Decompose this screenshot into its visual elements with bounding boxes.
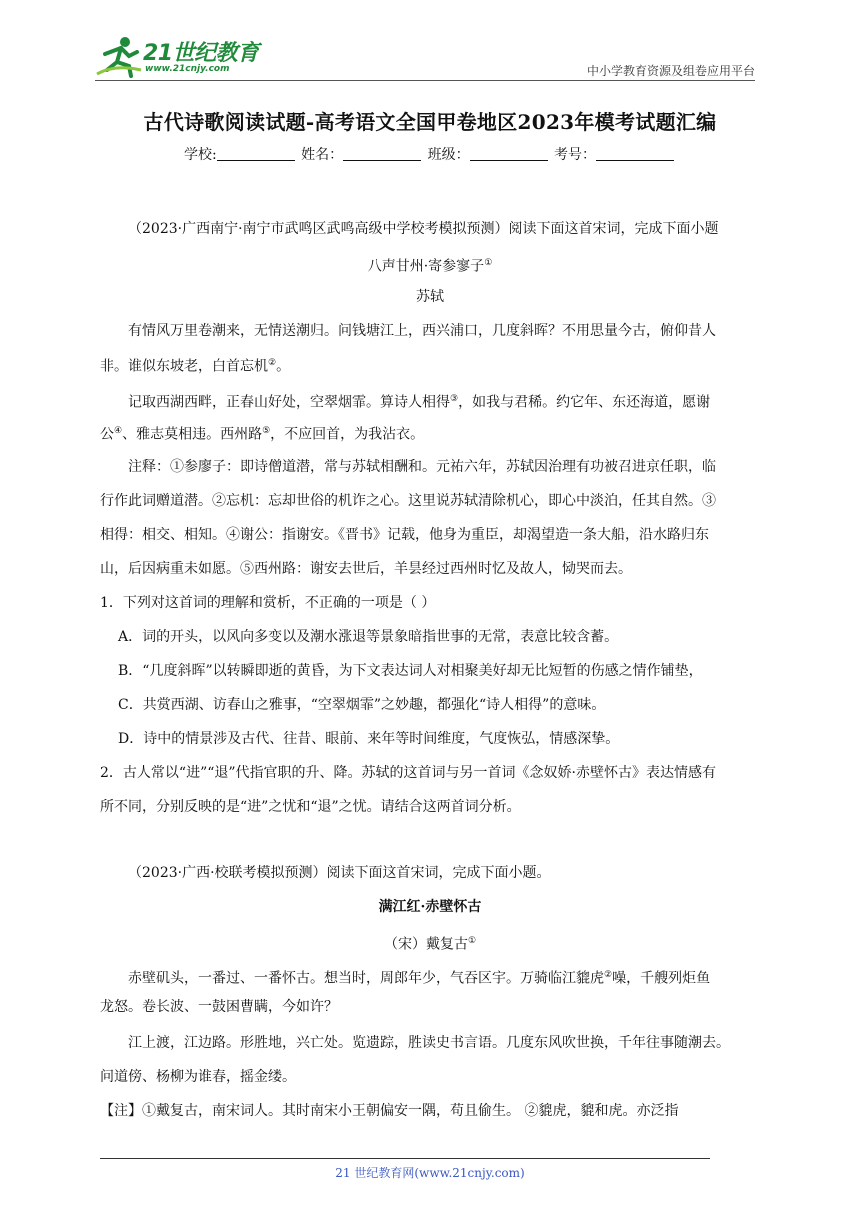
- section1-note-line3: 相得：相交、相知。④谢公：指谢安。《晋书》记载，他身为重臣，却渴望造一条大船，沿水路归东: [100, 527, 709, 543]
- name-label: 姓名：: [301, 147, 344, 163]
- header-divider: [95, 80, 755, 81]
- school-blank[interactable]: [217, 146, 295, 161]
- section1-stanza1-line1: 有情风万里卷潮来，无情送潮归。问钱塘江上，西兴浦口，几度斜晖？不用思量今古，俯仰昔人: [128, 323, 716, 339]
- footer-divider: [100, 1158, 710, 1159]
- logo: [95, 34, 265, 78]
- section2-intro: （2023·广西·校联考模拟预测）阅读下面这首宋词，完成下面小题。: [128, 865, 551, 881]
- stanza-text: 、雅志莫相违。西州路: [122, 426, 263, 443]
- section2-stanza2-line1: 江上渡，江边路。形胜地，兴亡处。览遗踪，胜读史书言语。几度东风吹世换，千年往事随潮去。: [128, 1035, 730, 1051]
- number-blank[interactable]: [596, 146, 674, 161]
- section1-author: 苏轼: [416, 289, 444, 305]
- platform-name: 中小学教育资源及组卷应用平台: [586, 64, 755, 78]
- stanza-text: 记取西湖西畔，正春山好处，空翠烟霏。算诗人相得: [128, 394, 450, 411]
- stanza-text: 公: [100, 426, 114, 443]
- footnote-marker: ①: [484, 258, 493, 268]
- footnote-marker: ⑤: [262, 426, 271, 436]
- footnote-marker: ②: [604, 970, 613, 980]
- page-title: 古代诗歌阅读试题-高考语文全国甲卷地区2023年模考试题汇编: [143, 110, 717, 134]
- poem-title-text: 八声甘州·寄参寥子: [367, 258, 485, 275]
- logo-url: www.21cnjy.com: [145, 64, 230, 74]
- footnote-marker: ②: [268, 358, 277, 368]
- question-2-line2: 所不同，分别反映的是“进”之忧和“退”之忧。请结合这两首词分析。: [100, 799, 521, 815]
- class-blank[interactable]: [470, 146, 548, 161]
- option-a[interactable]: A．词的开头，以风向多变以及潮水涨退等景象暗指世事的无常，表意比较含蓄。: [118, 629, 619, 645]
- section1-note-line2: 行作此词赠道潜。②忘机：忘却世俗的机诈之心。这里说苏轼清除机心，即心中淡泊，任其自然。③: [100, 493, 716, 509]
- class-label: 班级：: [427, 147, 470, 163]
- question-2-line1: 2．古人常以“进”“退”代指官职的升、降。苏轼的这首词与另一首词《念奴娇·赤壁怀古》表达情感有: [100, 765, 716, 781]
- section2-poem-title: 满江红·赤壁怀古: [378, 899, 482, 915]
- section2-stanza1-line2: 龙怒。卷长波、一鼓困曹瞒，今如许？: [100, 999, 338, 1015]
- stanza-text: 赤壁矶头，一番过、一番怀古。想当时，周郎年少，气吞区宇。万骑临江貔虎: [128, 970, 604, 987]
- footnote-marker: ①: [467, 936, 477, 946]
- school-label: 学校:: [183, 147, 217, 163]
- section1-stanza2-line2: [100, 414, 760, 452]
- stanza-text: ，如我与君稀。约它年、东还海道，愿谢: [458, 394, 711, 411]
- footnote-marker: ③: [450, 394, 459, 404]
- page-header: [95, 30, 765, 82]
- stanza-text: 噪，千艘列炬鱼: [612, 970, 711, 987]
- question-1: 1．下列对这首词的理解和赏析，不正确的一项是（ ）: [100, 595, 436, 611]
- name-blank[interactable]: [343, 146, 421, 161]
- page-footer[interactable]: 21 世纪教育网(www.21cnjy.com): [335, 1166, 525, 1180]
- stanza-text: ，不应回首，为我沾衣。: [270, 426, 425, 443]
- section2-stanza2-line2: 问道傍、杨柳为谁春，摇金缕。: [100, 1069, 296, 1085]
- stanza-text: 非。谁似东坡老，白首忘机: [100, 358, 268, 375]
- section1-stanza1-line2: [100, 346, 760, 384]
- section2-author: [0, 924, 860, 962]
- runner-logo-icon: [95, 34, 143, 78]
- section1-note-line4: 山，后因病重未如愿。⑤西州路：谢安去世后，羊昙经过西州时忆及故人，恸哭而去。: [100, 561, 632, 577]
- option-c[interactable]: C．共赏西湖、访春山之雅事，“空翠烟霏”之妙趣，都强化“诗人相得”的意味。: [118, 697, 606, 713]
- section2-note: 【注】①戴复古，南宋词人。其时南宋小王朝偏安一隅，苟且偷生。 ②貔虎，貔和虎。亦泛指: [100, 1103, 679, 1119]
- section1-poem-title: [0, 246, 860, 284]
- student-info-line: [0, 144, 860, 164]
- logo-text: 21世纪教育: [143, 41, 259, 66]
- option-d[interactable]: D．诗中的情景涉及古代、往昔、眼前、来年等时间维度，气度恢弘，情感深挚。: [118, 731, 620, 747]
- footnote-marker: ④: [114, 426, 123, 436]
- author-text: （宋）戴复古: [383, 936, 468, 953]
- stanza-text: 。: [276, 358, 291, 375]
- section1-intro: （2023·广西南宁·南宁市武鸣区武鸣高级中学校考模拟预测）阅读下面这首宋词，完成下面小题: [128, 221, 719, 237]
- section1-note-line1: 注释：①参廖子：即诗僧道潜，常与苏轼相酬和。元祐六年，苏轼因治理有功被召进京任职，临: [128, 459, 716, 475]
- option-b[interactable]: B．“几度斜晖”以转瞬即逝的黄昏，为下文表达词人对相聚美好却无比短暂的伤感之情作铺垫，: [118, 663, 703, 679]
- number-label: 考号：: [554, 147, 597, 163]
